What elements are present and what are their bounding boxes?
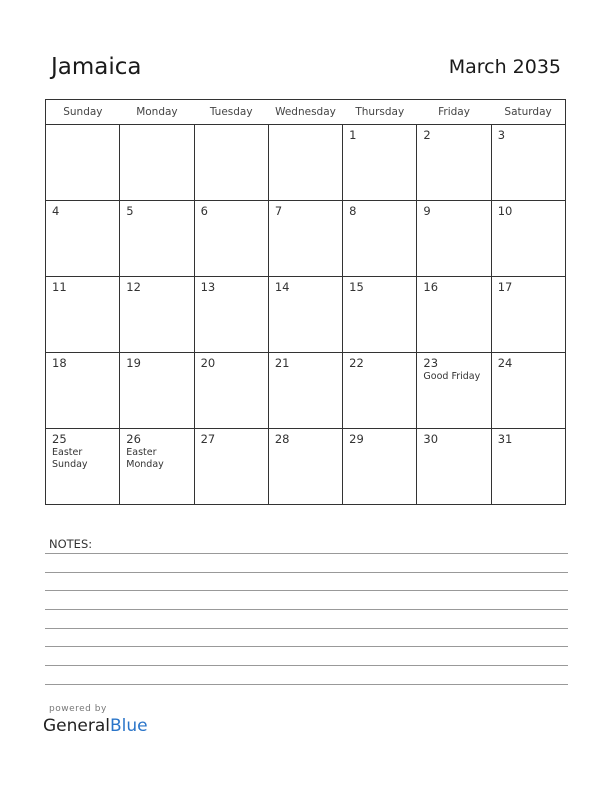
weekday-wednesday: Wednesday (268, 100, 342, 125)
note-line (45, 590, 568, 591)
weekday-tuesday: Tuesday (194, 100, 268, 125)
day-cell (417, 429, 491, 505)
brand-blue: Blue (110, 716, 148, 736)
weekday-saturday: Saturday (491, 100, 565, 125)
notes-label: NOTES: (49, 537, 93, 551)
holiday-label: Easter Sunday (52, 447, 88, 470)
day-number: 21 (274, 356, 290, 370)
note-line (45, 684, 568, 685)
brand-general: General (43, 716, 110, 736)
day-cell (120, 201, 194, 277)
day-cell (194, 201, 268, 277)
day-number: 24 (497, 356, 513, 370)
weekday-sunday: Sunday (46, 100, 120, 125)
day-cell (343, 353, 417, 429)
day-cell (343, 429, 417, 505)
day-number: 9 (423, 204, 431, 218)
note-line (45, 665, 568, 666)
day-cell (343, 277, 417, 353)
day-cell (194, 429, 268, 505)
day-cell (268, 353, 342, 429)
week-row (46, 201, 566, 277)
day-number: 25 (52, 432, 67, 446)
calendar-country-title: Jamaica (51, 54, 142, 80)
week-row (46, 125, 566, 201)
day-cell (46, 353, 120, 429)
day-number: 23 (423, 356, 439, 370)
day-cell (194, 353, 268, 429)
day-number: 17 (497, 280, 513, 294)
day-number: 26 (126, 432, 141, 446)
day-number: 1 (349, 128, 357, 142)
day-cell (46, 201, 120, 277)
day-cell (268, 201, 342, 277)
day-cell (120, 277, 194, 353)
day-cell (120, 353, 194, 429)
day-number: 30 (423, 432, 439, 446)
day-number: 19 (126, 356, 141, 370)
day-number: 27 (200, 432, 216, 446)
holiday-label: Easter Monday (126, 447, 164, 470)
day-number: 13 (200, 280, 216, 294)
day-number: 12 (126, 280, 141, 294)
day-number: 8 (349, 204, 357, 218)
weekday-thursday: Thursday (343, 100, 417, 125)
day-number: 14 (274, 280, 290, 294)
day-number: 11 (52, 280, 67, 294)
day-cell (491, 201, 565, 277)
day-number: 10 (497, 204, 513, 218)
calendar-month-year: March 2035 (448, 56, 561, 78)
day-cell (268, 125, 342, 201)
day-cell (46, 125, 120, 201)
note-line (45, 628, 568, 629)
day-cell (491, 429, 565, 505)
powered-by-text: powered by (49, 704, 107, 714)
day-cell (491, 125, 565, 201)
day-number: 2 (423, 128, 431, 142)
day-number: 31 (497, 432, 513, 446)
day-cell (417, 277, 491, 353)
weekday-friday: Friday (417, 100, 491, 125)
weekday-header-row (46, 100, 566, 125)
week-row (46, 277, 566, 353)
day-cell (46, 277, 120, 353)
calendar-grid (45, 99, 566, 505)
day-cell (120, 125, 194, 201)
day-number: 7 (274, 204, 283, 218)
day-number: 6 (200, 204, 208, 218)
note-line (45, 646, 568, 647)
day-cell (194, 277, 268, 353)
day-cell (417, 353, 491, 429)
note-line (45, 609, 568, 610)
day-number: 4 (52, 204, 60, 218)
day-number: 16 (423, 280, 439, 294)
day-number: 3 (497, 128, 506, 142)
day-cell (46, 429, 120, 505)
note-line (45, 553, 568, 554)
day-cell (417, 125, 491, 201)
day-number: 29 (349, 432, 364, 446)
weekday-monday: Monday (120, 100, 194, 125)
generalblue-logo[interactable] (43, 716, 148, 736)
day-number: 20 (200, 356, 216, 370)
week-row (46, 353, 566, 429)
note-line (45, 572, 568, 573)
holiday-label: Good Friday (423, 371, 481, 382)
day-cell (491, 353, 565, 429)
day-cell (194, 125, 268, 201)
day-cell (343, 125, 417, 201)
day-number: 15 (349, 280, 364, 294)
day-number: 22 (349, 356, 364, 370)
week-row (46, 429, 566, 505)
day-cell (417, 201, 491, 277)
day-cell (491, 277, 565, 353)
day-cell (343, 201, 417, 277)
day-number: 18 (52, 356, 67, 370)
day-cell (120, 429, 194, 505)
day-number: 5 (126, 204, 134, 218)
day-number: 28 (274, 432, 290, 446)
day-cell (268, 277, 342, 353)
day-cell (268, 429, 342, 505)
